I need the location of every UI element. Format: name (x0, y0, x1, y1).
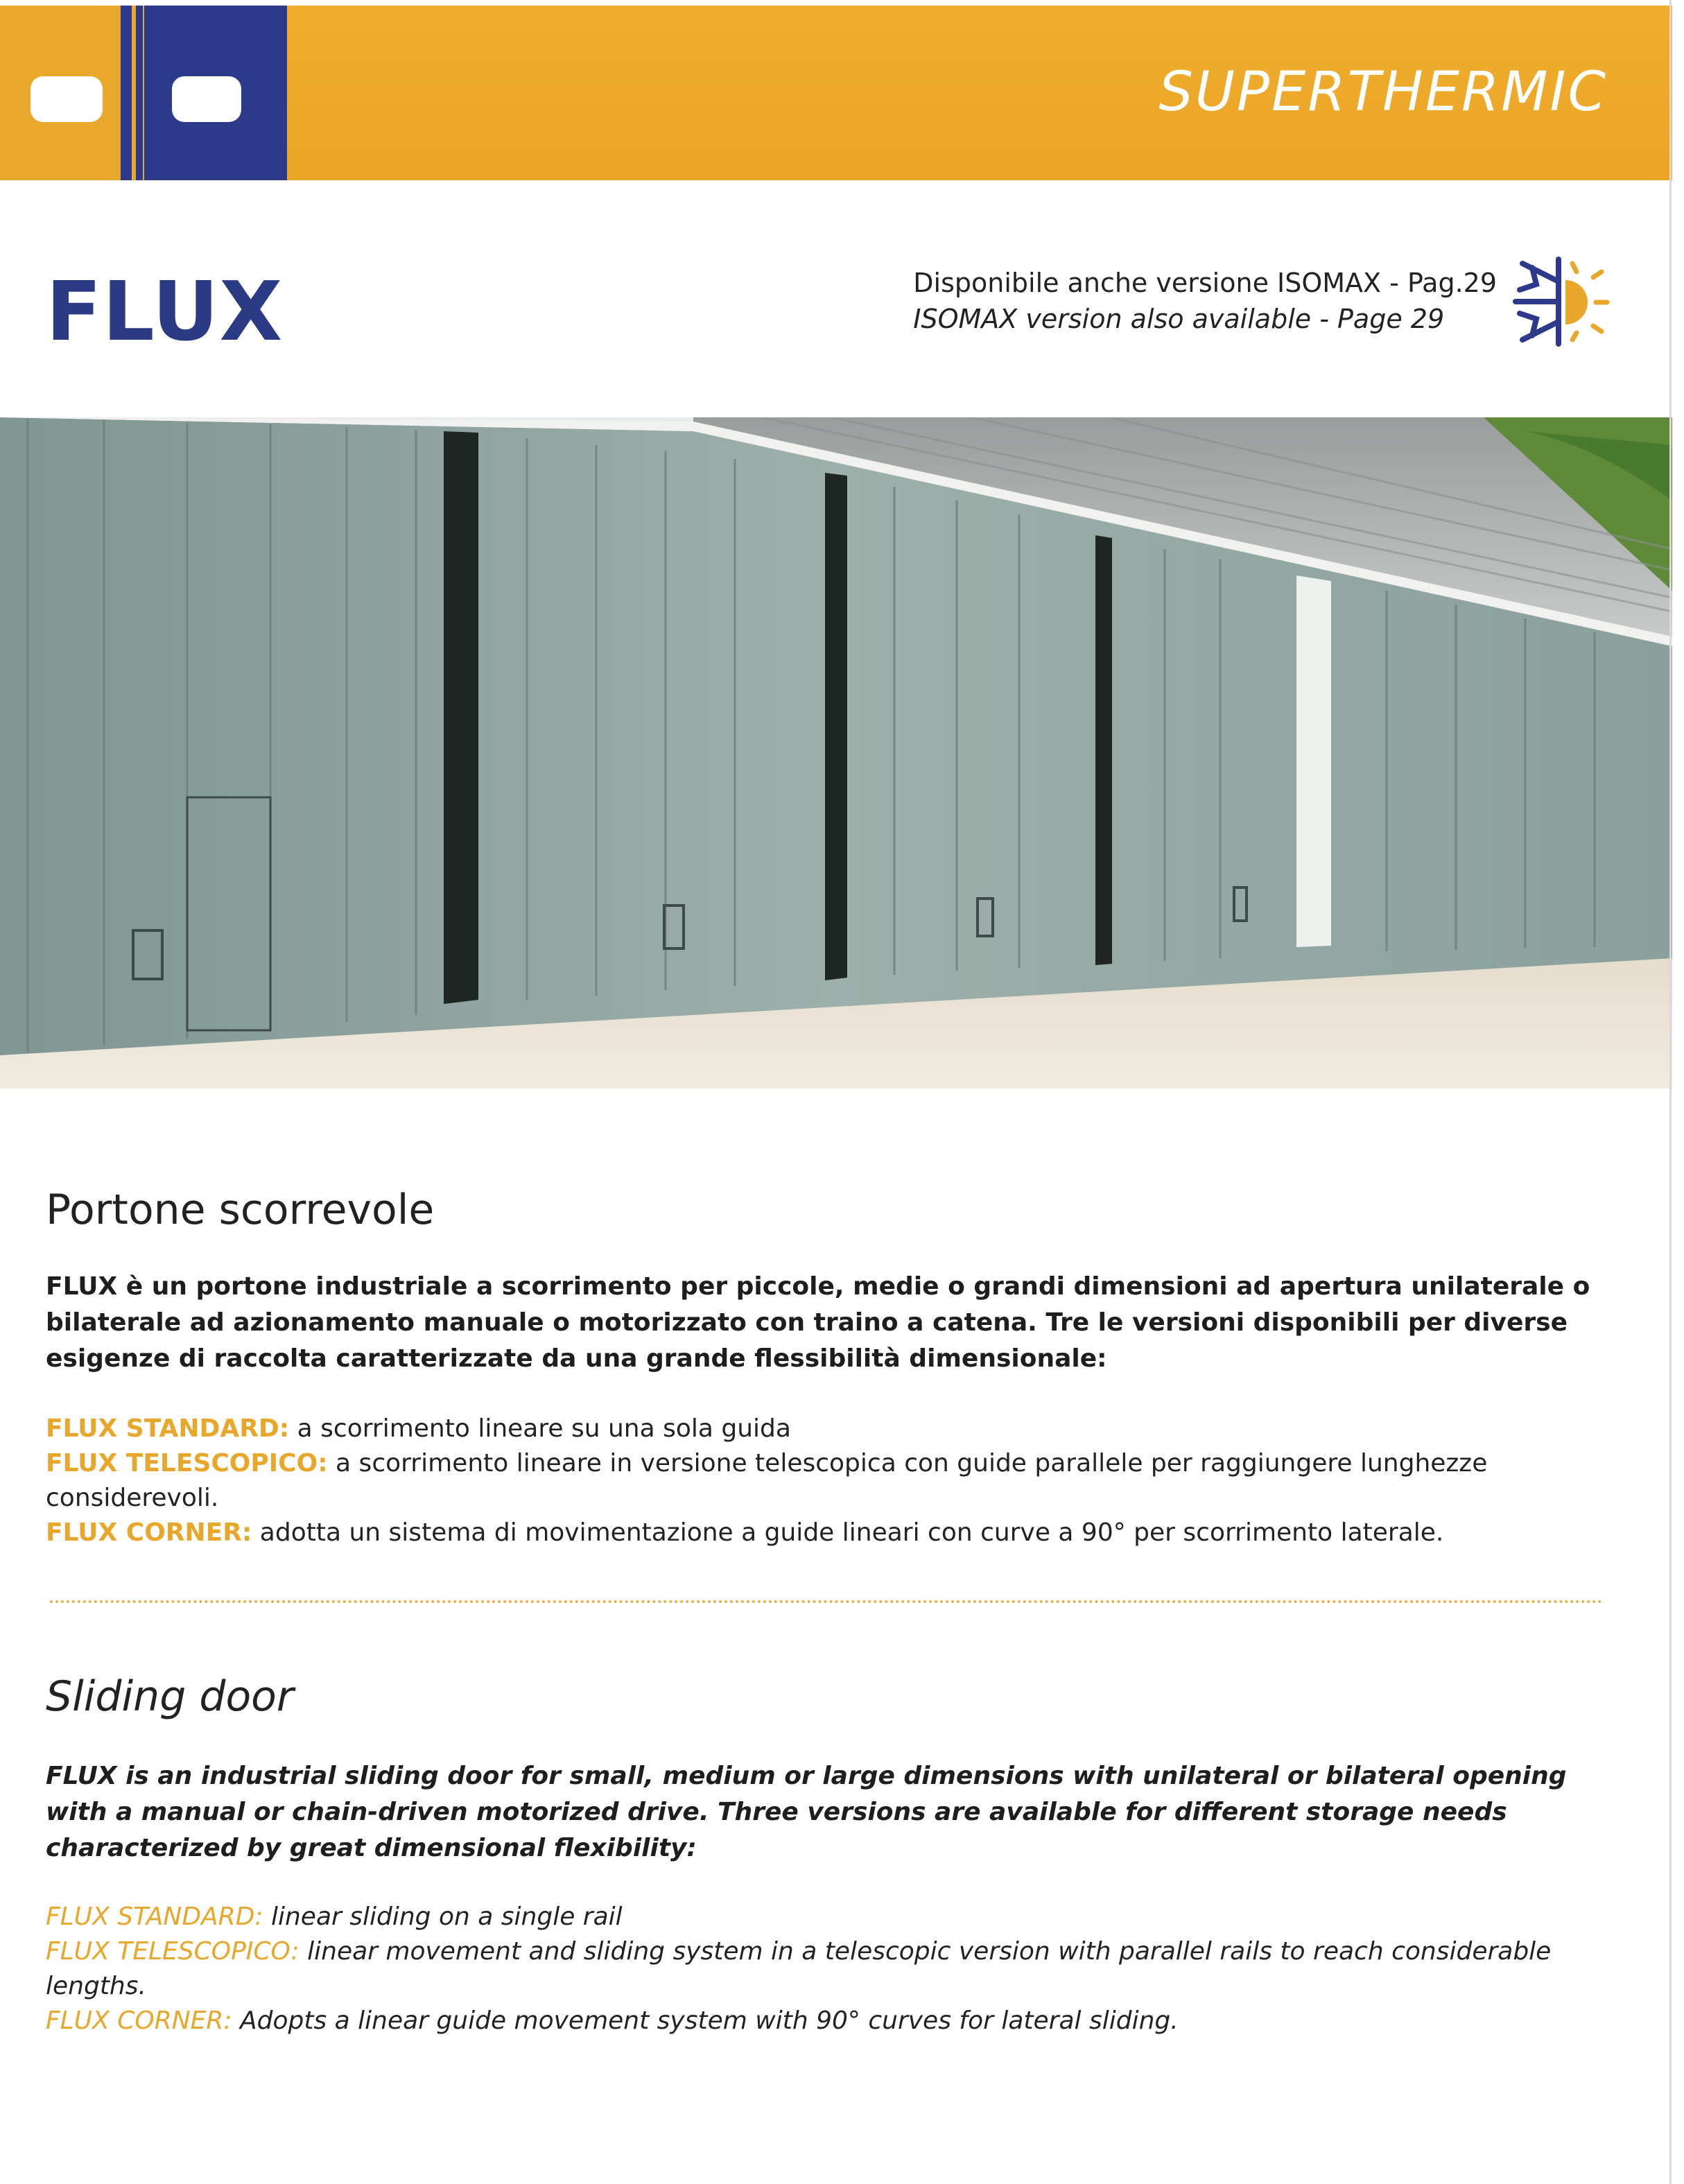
version-label: FLUX STANDARD: (46, 1903, 263, 1931)
logo-window-right (172, 76, 241, 122)
hangar-photo (0, 417, 1672, 1089)
section-divider (50, 1600, 1603, 1603)
list-item (46, 1900, 1640, 1934)
logo-window-left (31, 76, 103, 122)
version-text: linear sliding on a single rail (263, 1903, 623, 1931)
logo-divider-bar (121, 6, 132, 180)
version-text: adotta un sistema di movimentazione a guide lineari con curve a 90° per scorrimento laterale. (252, 1518, 1444, 1547)
version-text: a scorrimento lineare su una sola guida (289, 1414, 791, 1443)
version-label: FLUX TELESCOPICO: (46, 1937, 300, 1966)
version-text: linear movement and sliding system in a telescopic version with parallel rails to reach considerable lengths. (46, 1937, 1552, 2000)
list-item (46, 1516, 1640, 1550)
italian-intro: FLUX è un portone industriale a scorrimento per piccole, medie o grandi dimensioni ad apertura unilaterale o bilaterale ad azionamento manuale o motorizzato con traino a catena. Tre le versioni disponibili per diverse esigenze di raccolta caratterizzate da una grande flessibilità dimensionale: (46, 1272, 1590, 1373)
version-text: a scorrimento lineare in versione telescopica con guide parallele per raggiungere lunghezze considerevoli. (46, 1449, 1488, 1512)
version-label: FLUX CORNER: (46, 1518, 252, 1547)
list-item (46, 1412, 1640, 1446)
english-intro: FLUX is an industrial sliding door for small, medium or large dimensions with unilateral or bilateral opening with a manual or chain-driven motorized drive. Three versions are available for different storage needs characterized by great dimensional flexibility: (46, 1762, 1567, 1862)
availability-english: ISOMAX version also available - Page 29 (913, 304, 1445, 334)
version-label: FLUX STANDARD: (46, 1414, 290, 1443)
version-label: FLUX TELESCOPICO: (46, 1449, 328, 1477)
logo-divider-bar (136, 6, 143, 180)
list-item (46, 1446, 1640, 1516)
version-label: FLUX CORNER: (46, 2007, 232, 2035)
version-text: Adopts a linear guide movement system with 90° curves for lateral sliding. (232, 2007, 1179, 2035)
snowflake-sun-icon (1509, 254, 1613, 349)
isomax-availability (913, 265, 1497, 337)
english-version-list (46, 1900, 1640, 2038)
availability-italian: Disponibile anche versione ISOMAX - Pag.29 (913, 268, 1497, 298)
list-item (46, 2004, 1640, 2038)
page-edge (1669, 0, 1672, 2184)
series-brand: SUPERTHERMIC (1158, 61, 1608, 123)
italian-heading: Portone scorrevole (46, 1186, 435, 1234)
page-title: FLUX (46, 263, 284, 359)
list-item (46, 1934, 1640, 2004)
english-heading: Sliding door (46, 1672, 294, 1721)
italian-version-list (46, 1412, 1640, 1550)
